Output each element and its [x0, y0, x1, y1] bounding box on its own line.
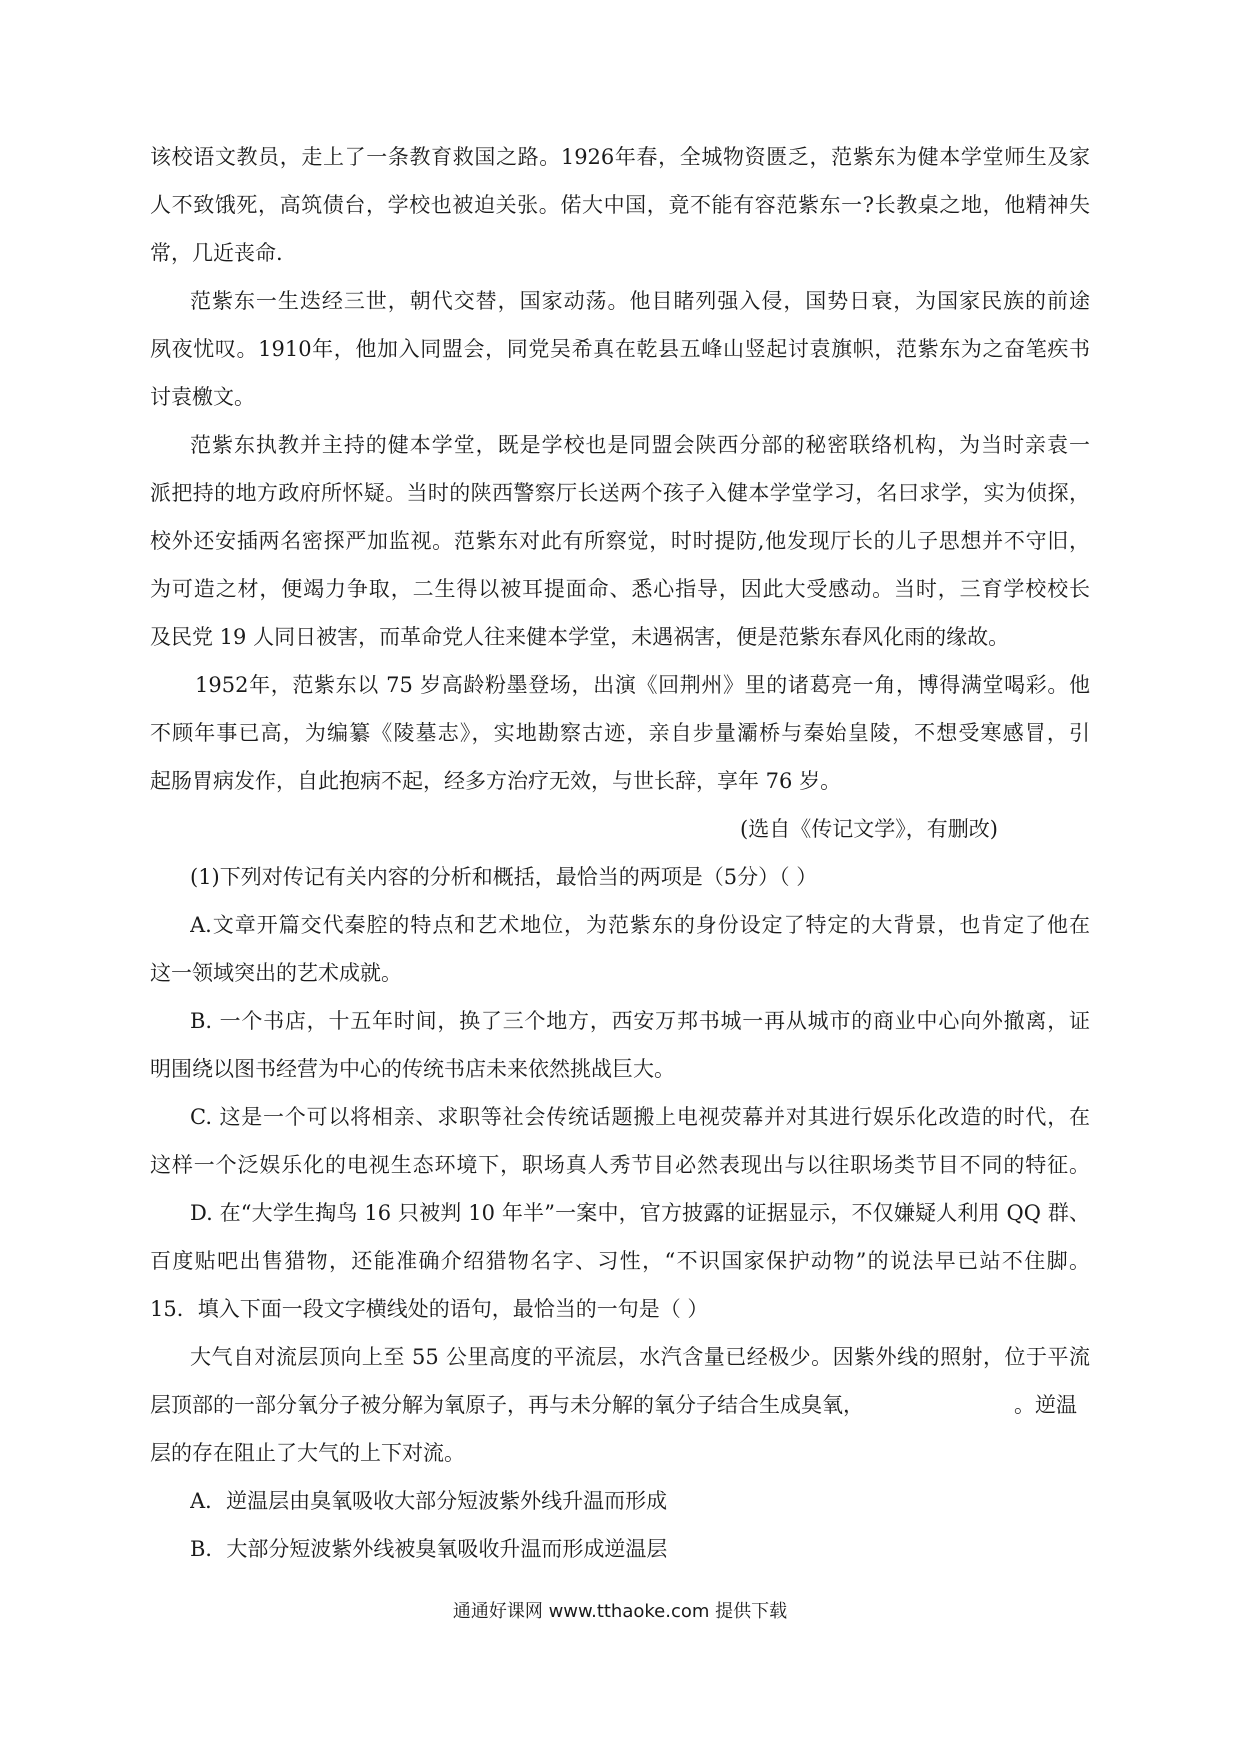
text-line-12: 1952年，范紫东以 75 岁高龄粉墨登场，出演《回荆州》里的诸葛亮一角，博得满堂喝彩。他: [195, 673, 1090, 697]
text-line-4: 范紫东一生迭经三世，朝代交替，国家动荡。他目睹列强入侵，国势日衰，为国家民族的前途: [190, 289, 1090, 313]
passage-line-1: 大气自对流层顶向上至 55 公里高度的平流层，水汽含量已经极少。因紫外线的照射，位于平流: [190, 1345, 1090, 1369]
option-a-line-1: A.文章开篇交代秦腔的特点和艺术地位，为范紫东的身份设定了特定的大背景，也肯定了他在: [190, 913, 1090, 937]
option-d-line-1: D. 在“大学生掏鸟 16 只被判 10 年半”一案中，官方披露的证据显示，不仅嫌疑人利用 QQ 群、: [190, 1201, 1090, 1225]
text-line-5: 夙夜忧叹。1910年，他加入同盟会，同党吴希真在乾县五峰山竖起讨袁旗帜，范紫东为之奋笔疾书: [150, 337, 1090, 361]
option-d-line-2: 百度贴吧出售猎物，还能准确介绍猎物名字、习性，“不识国家保护动物”的说法早已站不住脚。: [150, 1249, 1090, 1273]
option-b-line-1: B. 一个书店，十五年时间，换了三个地方，西安万邦书城一再从城市的商业中心向外撤离，证: [190, 1009, 1090, 1033]
text-line-9: 校外还安插两名密探严加监视。范紫东对此有所察觉，时时提防,他发现厅长的儿子思想并不守旧，: [150, 529, 1090, 553]
text-line-10: 为可造之材，便竭力争取，二生得以被耳提面命、悉心指导，因此大受感动。当时，三育学校校长: [150, 577, 1090, 601]
option-15-a: A．逆温层由臭氧吸收大部分短波紫外线升温而形成: [190, 1489, 668, 1513]
text-line-8: 派把持的地方政府所怀疑。当时的陕西警察厅长送两个孩子入健本学堂学习，名曰求学，实为侦探，: [150, 481, 1090, 505]
option-a-line-2: 这一领域突出的艺术成就。: [150, 961, 402, 985]
question-15: 15．填入下面一段文字横线处的语句，最恰当的一句是（ ）: [150, 1297, 709, 1321]
source-citation: (选自《传记文学》，有删改): [740, 817, 998, 841]
passage-line-3: 层的存在阻止了大气的上下对流。: [150, 1441, 465, 1465]
text-line-13: 不顾年事已高，为编纂《陵墓志》，实地勘察古迹，亲自步量灞桥与秦始皇陵，不想受寒感冒，引: [150, 721, 1090, 745]
text-line-7: 范紫东执教并主持的健本学堂，既是学校也是同盟会陕西分部的秘密联络机构，为当时亲袁一: [190, 433, 1090, 457]
text-line-6: 讨袁檄文。: [150, 385, 255, 409]
text-line-1: 该校语文教员，走上了一条教育救国之路。1926年春，全城物资匮乏，范紫东为健本学堂师生及家: [150, 145, 1090, 169]
passage-line-2-end: 。逆温: [1014, 1393, 1077, 1417]
text-line-2: 人不致饿死，高筑债台，学校也被迫关张。偌大中国，竟不能有容范紫东一?长教桌之地，他精神失: [150, 193, 1090, 217]
passage-line-2-text: 层顶部的一部分氧分子被分解为氧原子，再与未分解的氧分子结合生成臭氧，: [150, 1393, 864, 1417]
text-line-3: 常，几近丧命.: [150, 241, 283, 265]
option-b-line-2: 明围绕以图书经营为中心的传统书店未来依然挑战巨大。: [150, 1057, 675, 1081]
text-line-11: 及民党 19 人同日被害，而革命党人往来健本学堂，未遇祸害，便是范紫东春风化雨的缘故。: [150, 625, 1010, 649]
page-footer: 通通好课网 www.tthaoke.com 提供下载: [452, 1601, 788, 1622]
passage-line-2: [150, 1385, 1090, 1425]
option-c-line-1: C. 这是一个可以将相亲、求职等社会传统话题搬上电视荧幕并对其进行娱乐化改造的时代，在: [190, 1105, 1090, 1129]
option-c-line-2: 这样一个泛娱乐化的电视生态环境下，职场真人秀节目必然表现出与以往职场类节目不同的特征。: [150, 1153, 1090, 1177]
option-15-b: B．大部分短波紫外线被臭氧吸收升温而形成逆温层: [190, 1537, 668, 1561]
question-1: (1)下列对传记有关内容的分析和概括，最恰当的两项是（5分）（ ）: [190, 865, 818, 889]
text-line-14: 起肠胃病发作，自此抱病不起，经多方治疗无效，与世长辞，享年 76 岁。: [150, 769, 842, 793]
